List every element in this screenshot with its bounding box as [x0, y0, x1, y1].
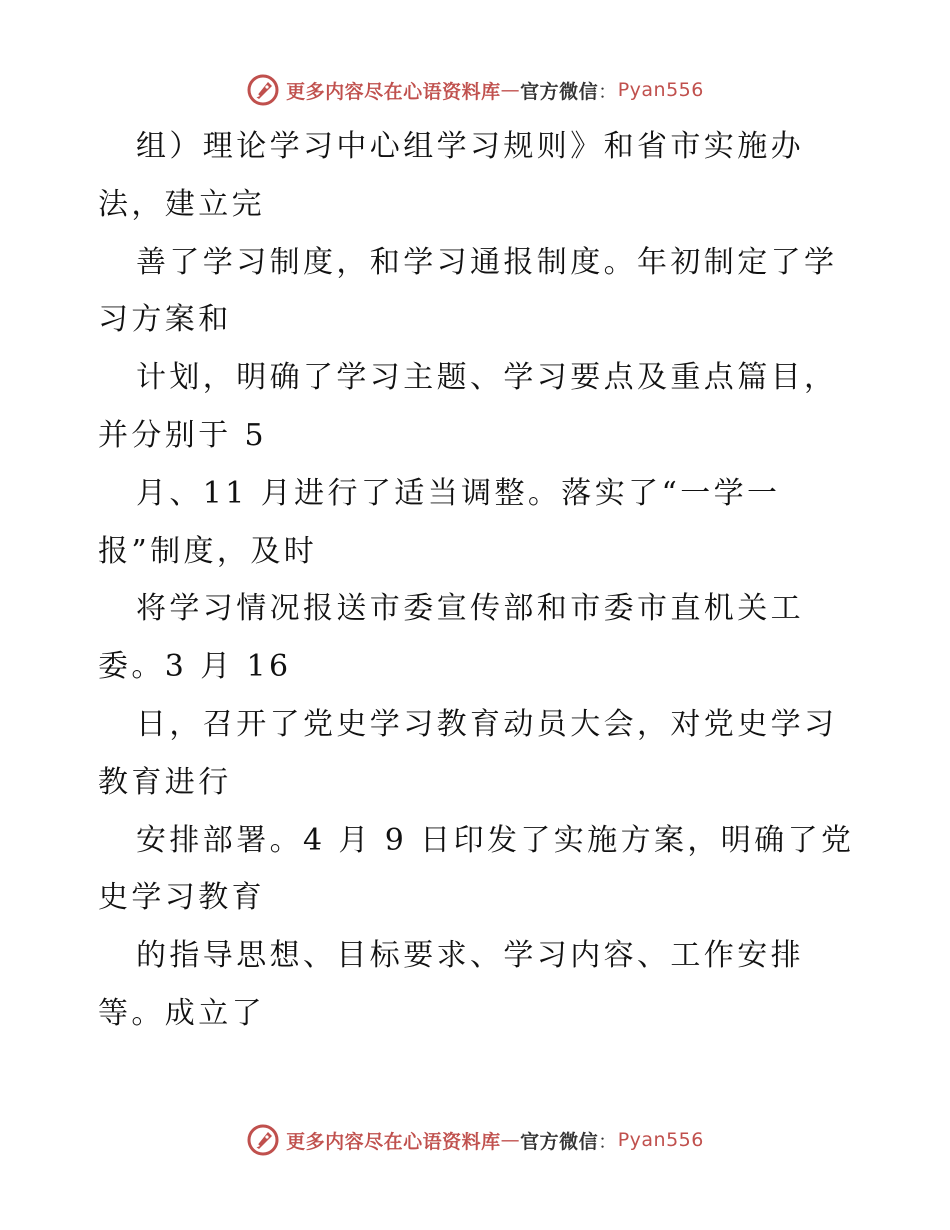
text-line: 安排部署。4 月 9 日印发了实施方案，明确了党 — [136, 822, 855, 858]
text-line: 教育进行 — [98, 764, 232, 800]
pen-nib-logo-icon — [246, 1123, 280, 1157]
text-line: 月、11 月进行了适当调整。落实了“一学一 — [136, 475, 781, 511]
text-line: 史学习教育 — [98, 880, 265, 916]
banner-dash: — — [500, 79, 521, 101]
text-line: 善了学习制度，和学习通报制度。年初制定了学 — [136, 244, 838, 280]
text-line: 计划，明确了学习主题、学习要点及重点篇目， — [136, 360, 838, 396]
text-line: 的指导思想、目标要求、学习内容、工作安排 — [136, 938, 804, 974]
document-body — [98, 118, 888, 1043]
banner-wechat-id: Pyan556 — [617, 1129, 704, 1151]
text-line: 将学习情况报送市委宣传部和市委市直机关工 — [136, 591, 804, 627]
text-line: 法，建立完 — [98, 186, 265, 222]
text-line: 并分别于 5 — [98, 417, 268, 453]
banner-site-text: 更多内容尽在心语资料库 — [286, 1130, 501, 1153]
banner-dash: — — [500, 1129, 521, 1151]
text-line: 报”制度，及时 — [98, 533, 318, 569]
banner-colon: ： — [598, 80, 618, 103]
banner-wechat-label: 官方微信 — [520, 80, 599, 103]
text-line: 习方案和 — [98, 302, 232, 338]
text-line: 组）理论学习中心组学习规则》和省市实施办 — [136, 129, 804, 164]
banner-site-text: 更多内容尽在心语资料库 — [286, 80, 501, 103]
text-line: 日，召开了党史学习教育动员大会，对党史学习 — [136, 706, 838, 742]
header-banner — [0, 70, 950, 110]
text-line: 等。成立了 — [98, 995, 265, 1031]
pen-nib-logo-icon — [246, 73, 280, 107]
banner-colon: ： — [598, 1130, 618, 1153]
banner-wechat-label: 官方微信 — [520, 1130, 599, 1153]
text-line: 委。3 月 16 — [98, 649, 292, 685]
footer-banner — [0, 1120, 950, 1160]
banner-wechat-id: Pyan556 — [617, 79, 704, 101]
